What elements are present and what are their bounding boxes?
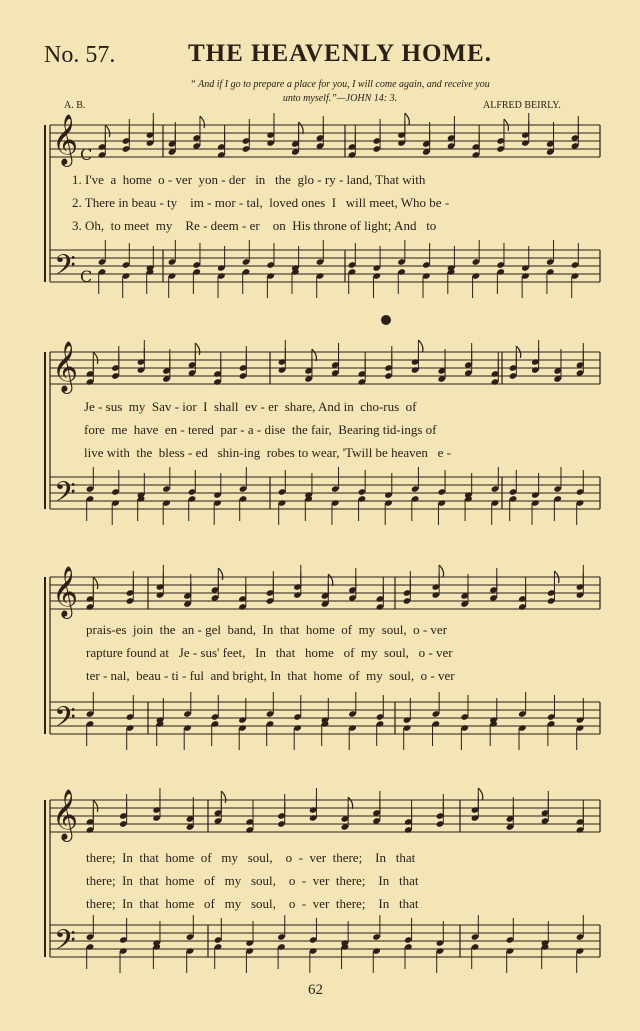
lyric-line: fore me have en - tered par - a - dise the fair, Bearing tid-ings of (84, 422, 437, 437)
bass-clef: 𝄢 (54, 701, 76, 741)
note-flag (405, 113, 410, 125)
hymn-number: No. 57. (44, 42, 116, 68)
time-signature: C (80, 145, 93, 164)
note-flag (312, 349, 317, 361)
lyric-line: there; In that home of my soul, o - ver there; In that (86, 873, 419, 888)
bass-clef: 𝄢 (54, 249, 76, 289)
lyric-line: live with the bless - ed shin-ing robes to wear, 'Twill be heaven e - (84, 445, 451, 460)
hymn-title: THE HEAVENLY HOME. (188, 40, 492, 67)
note-flag (478, 788, 483, 800)
note-flag (93, 352, 98, 364)
lyric-line: Je - sus my Sav - ior I shall ev - er share, And in cho-rus of (84, 399, 417, 414)
note-flag (93, 577, 98, 589)
treble-clef: 𝄞 (52, 114, 79, 165)
note-flag (218, 568, 223, 580)
note-flag (439, 565, 444, 577)
note-flag (299, 122, 304, 134)
note-flag (418, 340, 423, 352)
note-flag (328, 574, 333, 586)
meter-label: A. B. (64, 100, 86, 111)
note-flag (200, 116, 205, 128)
note-flag (93, 800, 98, 812)
epigraph-line: “ And if I go to prepare a place for you, I will come again, and receive you (190, 79, 490, 90)
note-flag (105, 125, 110, 137)
bass-clef: 𝄢 (54, 924, 76, 964)
treble-clef: 𝄞 (52, 341, 79, 392)
note-flag (195, 343, 200, 355)
lyric-line: ter - nal, beau - ti - ful and bright, In that home of my soul, o - ver (86, 668, 455, 683)
lyric-line: prais-es join the an - gel band, In that home of my soul, o - ver (86, 622, 448, 637)
lyric-line: there; In that home of my soul, o - ver there; In that (86, 850, 416, 865)
treble-clef: 𝄞 (52, 566, 79, 617)
bass-clef: 𝄢 (54, 476, 76, 516)
lyric-line: there; In that home of my soul, o - ver there; In that (86, 896, 419, 911)
lyric-line: 2. There in beau - ty im - mor - tal, loved ones I will meet, Who be - (72, 195, 450, 210)
lyric-line: 1. I've a home o - ver yon - der in the glo - ry - land, That with (72, 172, 426, 187)
lyric-line: rapture found at Je - sus' feet, In that home of my soul, o - ver (86, 645, 453, 660)
note-flag (348, 797, 353, 809)
epigraph-line: unto myself.”—JOHN 14: 3. (282, 93, 398, 104)
lyric-line: 3. Oh, to meet my Re - deem - er on His throne of light; And to (72, 218, 437, 233)
page-number: 62 (308, 982, 323, 998)
composer-name: ALFRED BEIRLY. (483, 100, 561, 111)
treble-clef: 𝄞 (52, 789, 79, 840)
ink-blot (381, 315, 391, 325)
note-flag (221, 791, 226, 803)
time-signature: C (80, 267, 93, 286)
